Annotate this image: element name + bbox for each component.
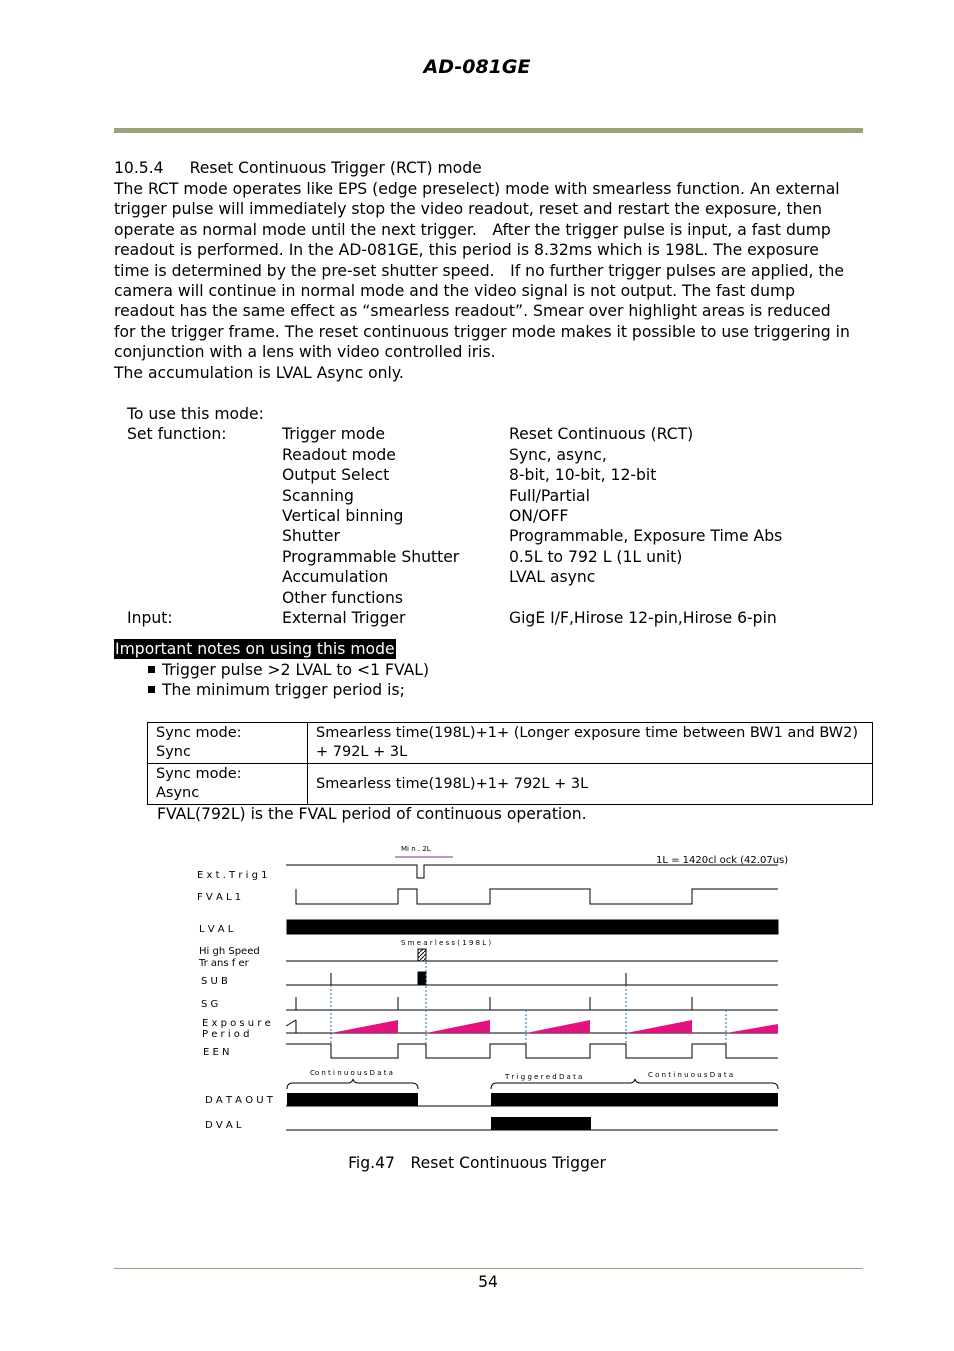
bullet-square-icon xyxy=(148,686,155,693)
table-cell-mode xyxy=(148,723,308,764)
settings-label: Set function: xyxy=(127,425,227,444)
smearless-label: S m e a r l e s s ( 1 9 8 L ) xyxy=(401,939,492,947)
signal-label-hst-1: Hi gh Speed xyxy=(199,946,260,957)
settings-row xyxy=(127,588,867,608)
settings-row xyxy=(127,567,867,587)
clock-label: 1L = 1420cl ock (42.07us) xyxy=(656,855,789,866)
dval-block xyxy=(491,1117,591,1130)
mode-settings xyxy=(127,404,867,628)
signal-label-exposure-2: P e r i o d xyxy=(202,1029,250,1040)
min-2l-label: Mi n . 2L xyxy=(401,845,431,853)
settings-row xyxy=(127,547,867,567)
list-item-text: The minimum trigger period is; xyxy=(162,681,405,700)
settings-function: Readout mode xyxy=(282,445,396,464)
signal-label-fval: F V A L 1 xyxy=(197,892,242,903)
list-item-text: Trigger pulse >2 LVAL to <1 FVAL) xyxy=(162,661,430,679)
signal-label-een: E E N xyxy=(203,1047,230,1058)
sub-pulse xyxy=(418,972,426,985)
settings-function: Scanning xyxy=(282,486,354,505)
signal-label-ext-trig: E x t . T r i g 1 xyxy=(197,870,268,881)
settings-function: Accumulation xyxy=(282,568,389,587)
smearless-hatch xyxy=(418,949,426,961)
continuous-data-label: Co n t i n u o u s D a t a xyxy=(310,1069,393,1077)
settings-value: 8-bit, 10-bit, 12-bit xyxy=(509,466,657,485)
exposure-ramp xyxy=(426,1020,490,1033)
section-title: Reset Continuous Trigger (RCT) mode xyxy=(189,159,482,177)
settings-row xyxy=(127,506,867,526)
settings-value: Programmable, Exposure Time Abs xyxy=(509,527,783,546)
table-cell-formula: Smearless time(198L)+1+ (Longer exposure time between BW1 and BW2) + 792L + 3L xyxy=(308,723,873,764)
exposure-ramp xyxy=(526,1020,590,1033)
settings-row xyxy=(127,608,867,628)
mode-label: Sync mode: xyxy=(156,766,242,782)
settings-value: ON/OFF xyxy=(509,506,569,525)
table-cell-mode xyxy=(148,764,308,805)
description xyxy=(114,179,854,383)
settings-value: Full/Partial xyxy=(509,486,590,505)
list-item xyxy=(148,680,429,700)
settings-function: Shutter xyxy=(282,527,340,546)
settings-function: External Trigger xyxy=(282,608,406,627)
settings-label: Input: xyxy=(127,608,173,627)
data-out-block xyxy=(491,1093,778,1106)
settings-value: 0.5L to 792 L (1L unit) xyxy=(509,547,683,566)
section-heading xyxy=(114,158,854,178)
settings-intro xyxy=(127,404,867,424)
page-number: 54 xyxy=(478,1273,498,1291)
table-row xyxy=(148,764,873,805)
continuous-data-label: C o n t i n u o u s D a t a xyxy=(648,1071,734,1079)
mode-sub: Sync xyxy=(156,744,191,760)
exposure-ramp xyxy=(726,1024,778,1033)
lval-pulse-train xyxy=(287,920,778,934)
list-item xyxy=(148,660,429,680)
timing-diagram xyxy=(190,840,790,1140)
important-notes-heading: Important notes on using this mode xyxy=(115,640,395,658)
signal-label-lval: L V A L xyxy=(199,924,234,935)
trigger-period-table xyxy=(147,722,873,805)
settings-function: Vertical binning xyxy=(282,506,404,525)
settings-value: LVAL async xyxy=(509,568,596,587)
header-rule xyxy=(114,128,863,133)
settings-function: Trigger mode xyxy=(282,425,385,444)
mode-sub: Async xyxy=(156,785,200,801)
signal-label-dval: D V A L xyxy=(205,1120,242,1131)
signal-label-data-out: D A T A O U T xyxy=(205,1095,273,1106)
signal-label-hst-2: Tr ans f er xyxy=(199,958,249,969)
exposure-start-mark xyxy=(286,1020,296,1026)
table-row xyxy=(148,723,873,764)
settings-function: Output Select xyxy=(282,466,390,485)
ext-trig-waveform xyxy=(286,865,778,878)
signal-label-sub: S U B xyxy=(201,976,228,987)
continuous-data-brace xyxy=(287,1079,418,1089)
settings-function: Programmable Shutter xyxy=(282,547,460,566)
description-paragraph: The RCT mode operates like EPS (edge preselect) mode with smearless function. An external trigger pulse will immediately stop the video readout, reset and restart the exposure, then operate as normal mode until the next trigger. After the trigger pulse is input, a fast dump readout is performed. In the AD-081GE, this period is 8.32ms which is 198L. The exposure time is determined by the pre-set shutter speed. If no further trigger pulses are applied, the camera will continue in normal mode and the video signal is not output. The fast dump readout has the same effect as “smearless readout”. Smear over highlight areas is reduced for the trigger frame. The reset continuous trigger mode makes it possible to use triggering in conjunction with a lens with video controlled iris. xyxy=(114,180,850,362)
exposure-ramp xyxy=(331,1020,398,1033)
fval-note: FVAL(792L) is the FVAL period of continuous operation. xyxy=(157,805,587,823)
settings-row xyxy=(127,445,867,465)
settings-intro-text: To use this mode: xyxy=(127,405,264,423)
een-waveform xyxy=(286,1044,778,1058)
fval-waveform xyxy=(296,889,778,904)
footer-rule xyxy=(114,1268,863,1269)
signal-label-sg: S G xyxy=(201,999,219,1010)
table-cell-formula: Smearless time(198L)+1+ 792L + 3L xyxy=(308,764,873,805)
bullet-square-icon xyxy=(148,666,155,673)
notes-list xyxy=(148,660,429,701)
settings-row xyxy=(127,486,867,506)
document-title: AD-081GE xyxy=(423,56,531,78)
settings-value: Reset Continuous (RCT) xyxy=(509,425,694,444)
settings-function: Other functions xyxy=(282,588,404,607)
data-out-block xyxy=(287,1093,418,1106)
exposure-ramp xyxy=(626,1020,692,1033)
triggered-data-label: T r i g g e r e d D a t a xyxy=(505,1073,583,1081)
settings-row xyxy=(127,424,867,444)
settings-value: GigE I/F,Hirose 12-pin,Hirose 6-pin xyxy=(509,608,777,627)
figure-caption: Fig.47 Reset Continuous Trigger xyxy=(348,1154,606,1172)
signal-label-exposure-1: E x p o s u r e xyxy=(202,1018,271,1029)
settings-value: Sync, async, xyxy=(509,445,607,464)
section-number: 10.5.4 xyxy=(114,159,164,177)
mode-label: Sync mode: xyxy=(156,725,242,741)
settings-row xyxy=(127,526,867,546)
settings-row xyxy=(127,465,867,485)
accumulation-note: The accumulation is LVAL Async only. xyxy=(114,363,404,382)
